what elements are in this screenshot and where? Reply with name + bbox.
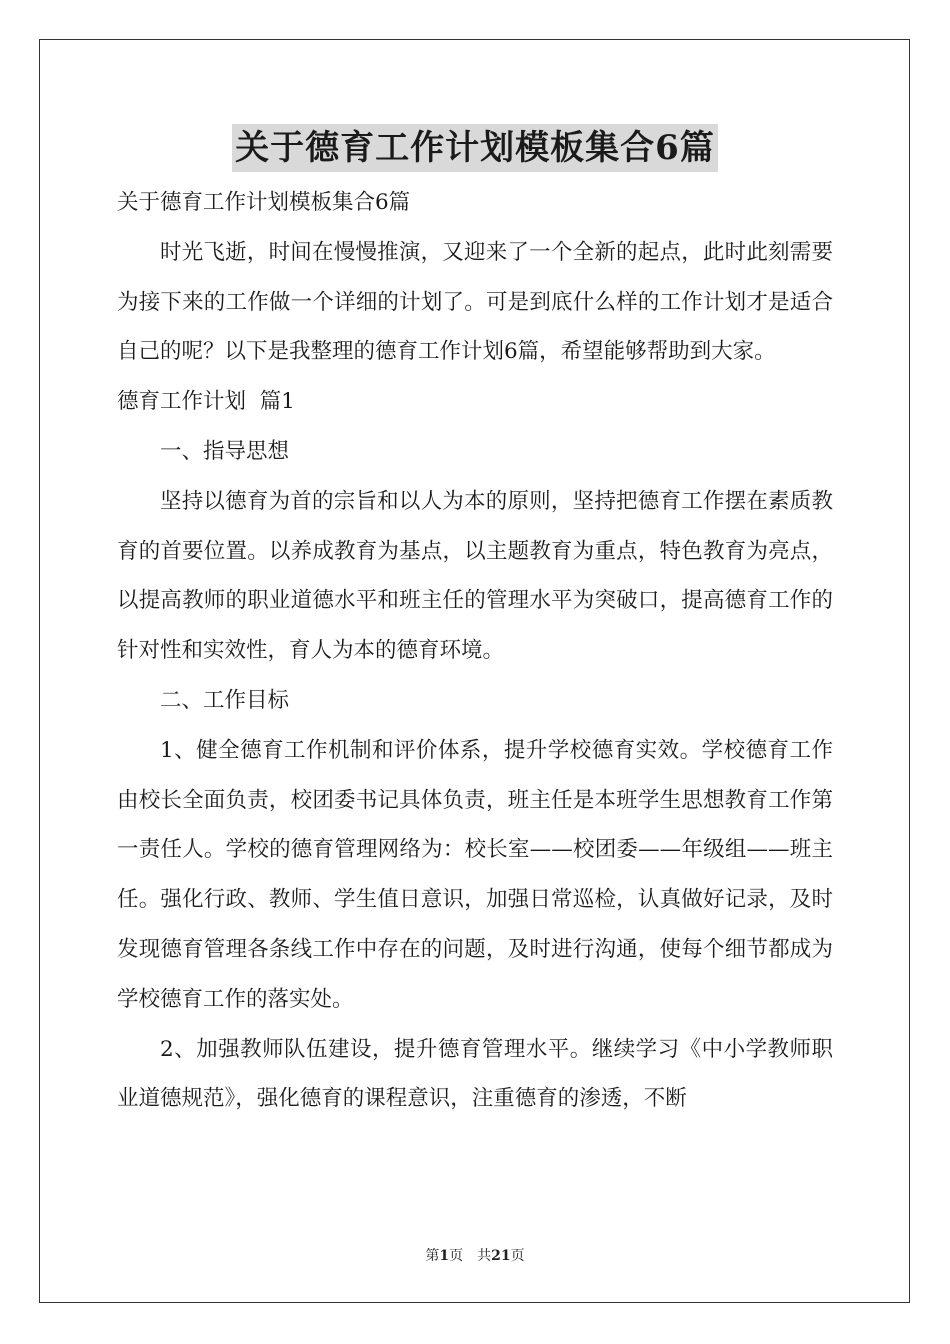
heading-work-goals: 二、工作目标 <box>160 687 290 713</box>
footer-page-prefix: 第 <box>425 1248 440 1264</box>
intro-paragraph: 时光飞逝，时间在慢慢推演，又迎来了一个全新的起点，此时此刻需要为接下来的工作做一个详细的计划了。可是到底什么样的工作计划才是适合自己的呢？以下是我整理的德育工作计划6篇，希望能够帮助到大家。 <box>117 239 833 365</box>
paragraph-guiding-thought: 坚持以德育为首的宗旨和以人为本的原则，坚持把德育工作摆在素质教育的首要位置。以养成教育为基点，以主题教育为重点，特色教育为亮点，以提高教师的职业道德水平和班主任的管理水平为突破口，提高德育工作的针对性和实效性，育人为本的德育环境。 <box>117 488 833 664</box>
footer-page-suffix: 页 <box>510 1248 525 1264</box>
document-body <box>117 178 833 1124</box>
section-heading: 德育工作计划 篇1 <box>117 389 295 415</box>
footer-page-total: 21 <box>491 1248 511 1264</box>
page-footer <box>0 1245 950 1265</box>
footer-page-current: 1 <box>439 1248 450 1264</box>
paragraph-goal-1: 1、健全德育工作机制和评价体系，提升学校德育实效。学校德育工作由校长全面负责，校团委书记具体负责，班主任是本班学生思想教育工作第一责任人。学校的德育管理网络为：校长室——校团委——年级组——班主任。强化行政、教师、学生值日意识，加强日常巡检，认真做好记录，及时发现德育管理各条线工作中存在的问题，及时进行沟通，使每个细节都成为学校德育工作的落实处。 <box>117 737 833 1012</box>
footer-page-mid: 页 共 <box>449 1248 492 1264</box>
heading-guiding-thought: 一、指导思想 <box>160 438 290 464</box>
document-subtitle: 关于德育工作计划模板集合6篇 <box>117 190 411 215</box>
paragraph-goal-2: 2、加强教师队伍建设，提升德育管理水平。继续学习《中小学教师职业道德规范》，强化德育的课程意识，注重德育的渗透，不断 <box>117 1036 833 1112</box>
document-title <box>0 122 950 174</box>
document-title-text: 关于德育工作计划模板集合6篇 <box>232 124 718 172</box>
